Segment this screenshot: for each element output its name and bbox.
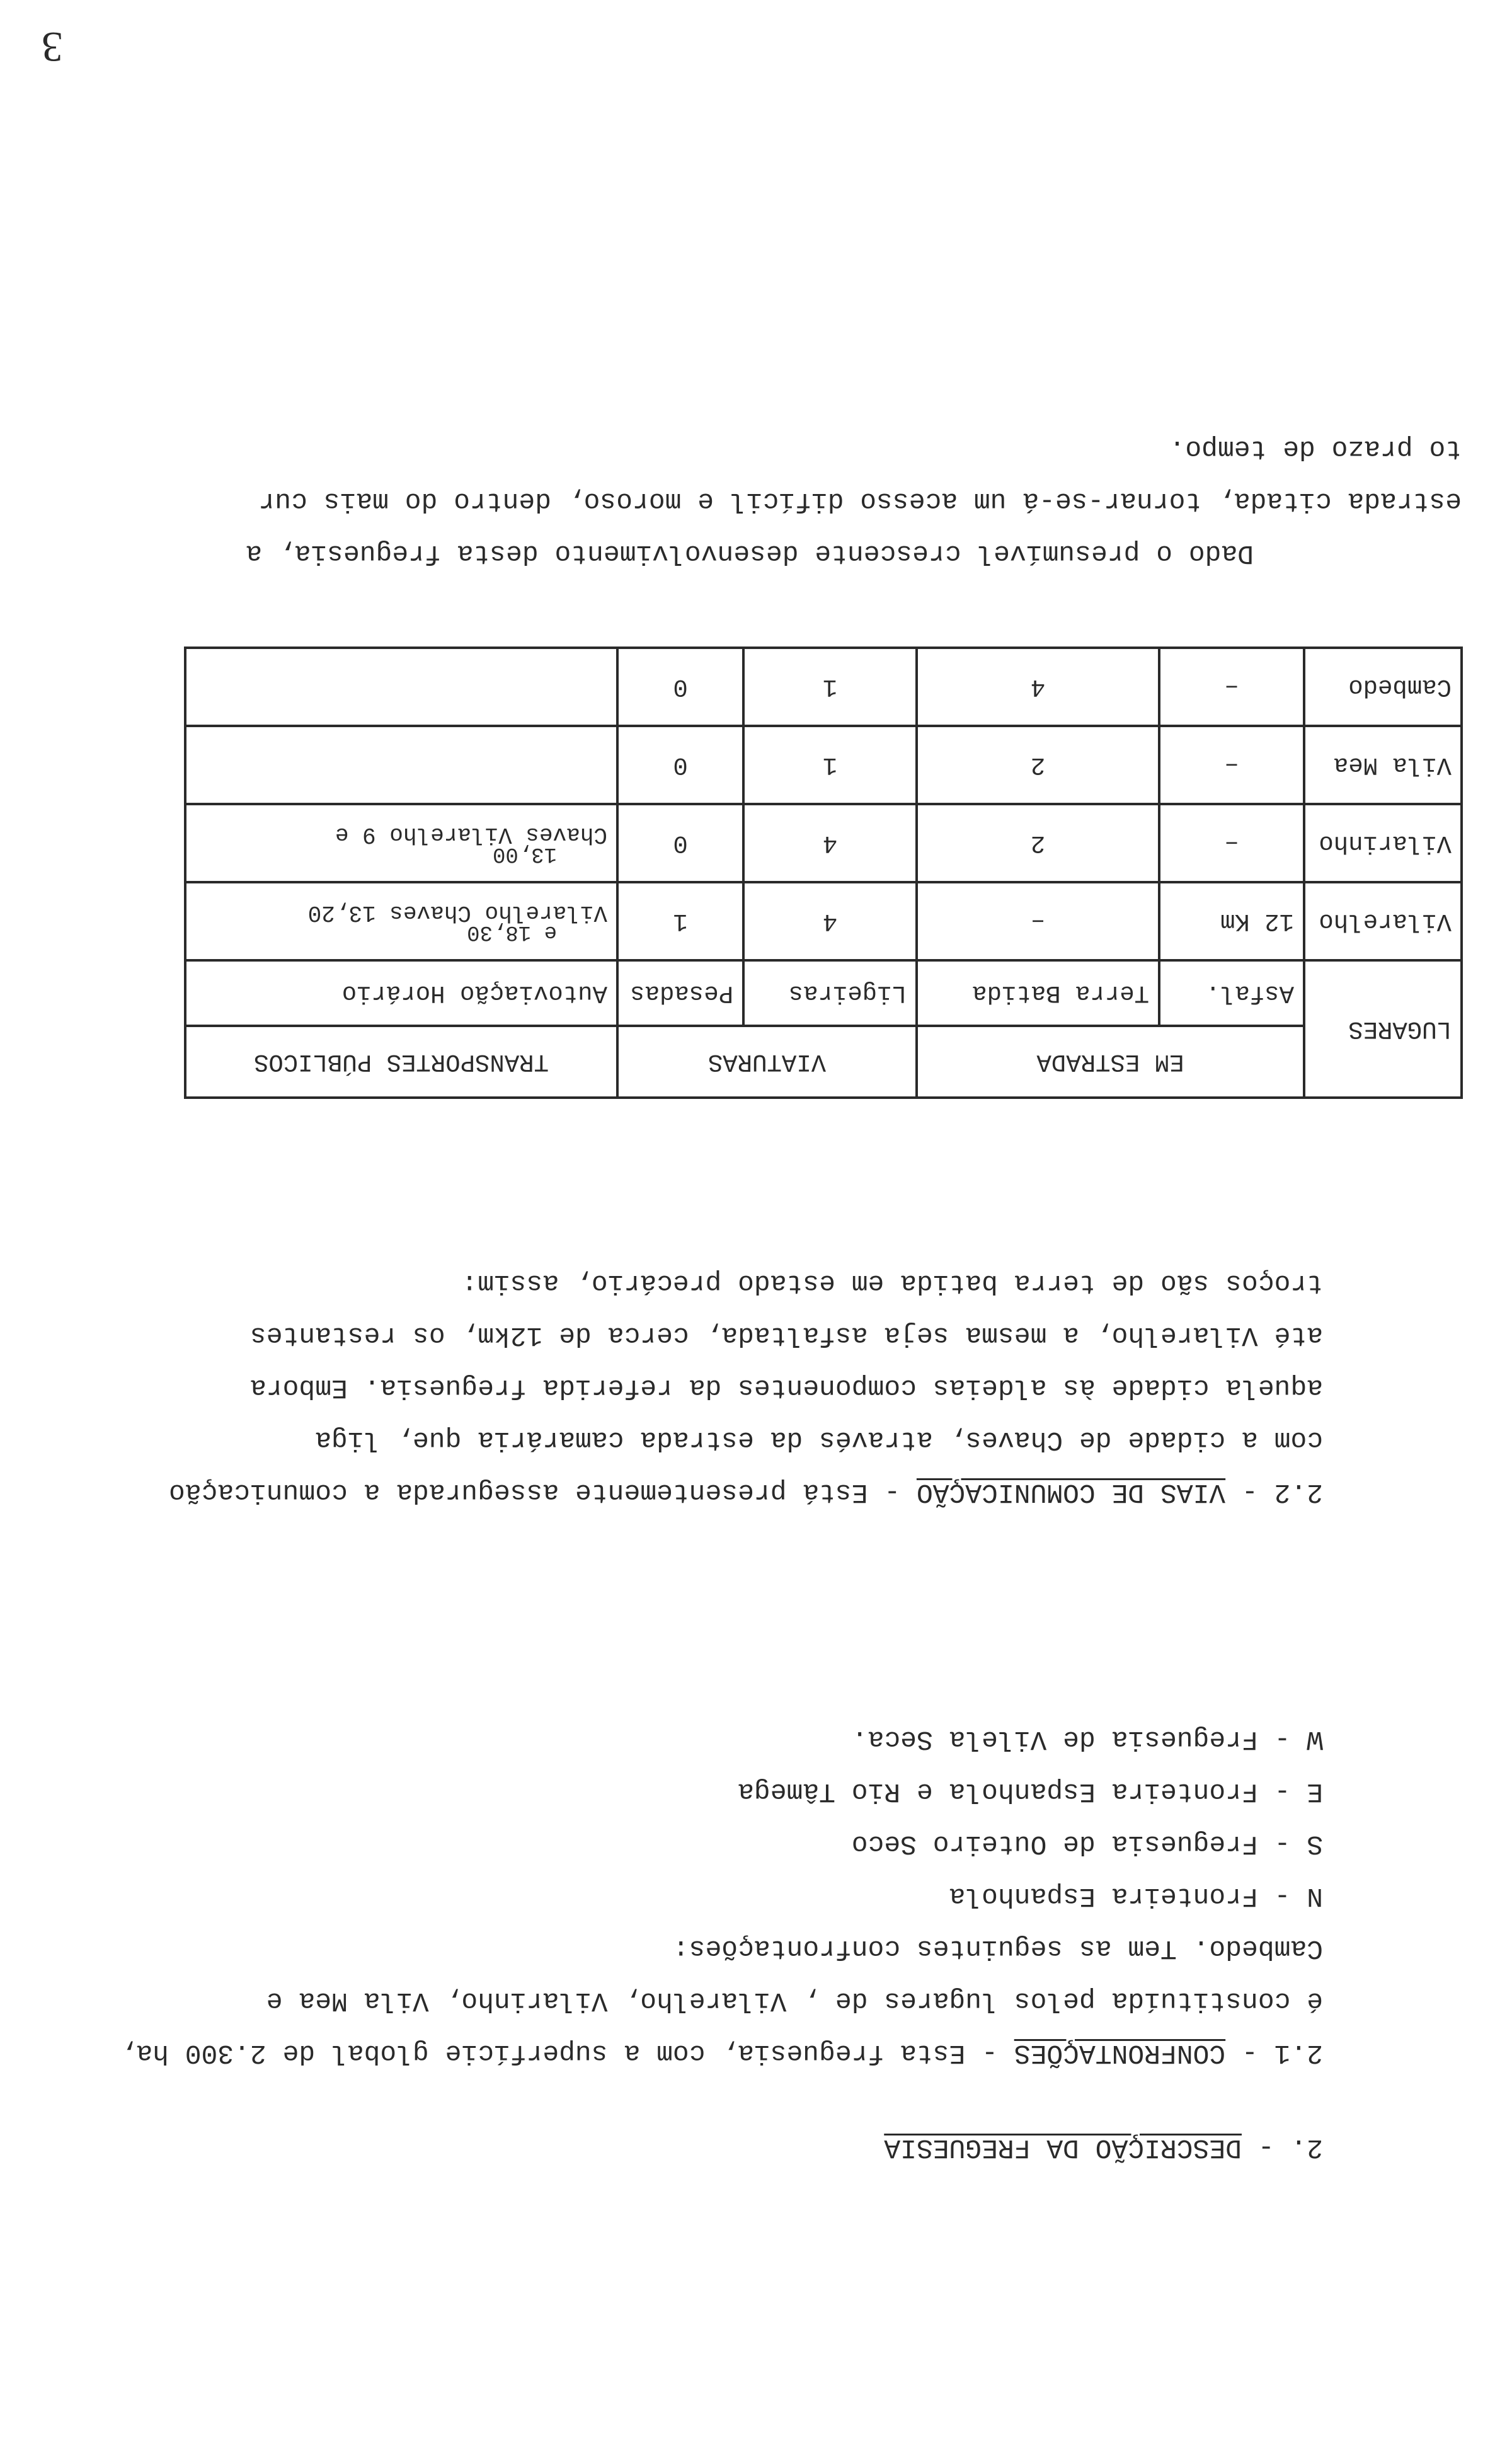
table-row — [185, 648, 1462, 726]
confrontation-north: N - Fronteira Espanhola — [949, 1881, 1323, 1912]
header-em-estrada: EM ESTRADA — [917, 1026, 1304, 1098]
section-number: 2. - — [1241, 2132, 1323, 2163]
cell-terra-batida: 2 — [917, 804, 1159, 882]
section-title: DESCRIÇÃO DA FREGUESIA — [884, 2132, 1242, 2163]
cell-ligeiras: 4 — [743, 804, 917, 882]
paragraph-2-2-title: VIAS DE COMUNICAÇÃO — [916, 1477, 1226, 1508]
closing-line-2: estrada citada, tornar-se-á um acesso difícil e moroso, dentro do mais cur — [258, 486, 1462, 517]
confrontation-east: E - Fronteira Espanhola e Rio Tâmega — [738, 1776, 1323, 1807]
transporte-note: e 18,30 — [467, 920, 557, 944]
cell-pesadas: 0 — [617, 804, 743, 882]
closing-line-3: to prazo de tempo. — [1169, 434, 1462, 464]
subheader-ligeiras: Ligeiras — [743, 960, 917, 1026]
header-lugares: LUGARES — [1304, 960, 1462, 1098]
cell-lugar: Cambedo — [1304, 648, 1462, 726]
cell-terra-batida: 4 — [917, 648, 1159, 726]
table-row — [185, 726, 1462, 804]
transporte-text: Vilarelho Chaves 13,20 — [307, 900, 607, 926]
paragraph-2-1-line-2: é constituída pelos lugares de , Vilarelho, Vilarinho, Vila Mea e — [266, 1986, 1323, 2016]
cell-ligeiras: 4 — [743, 882, 917, 960]
section-heading — [884, 2131, 1323, 2164]
paragraph-2-2-line-4: até Vilarelho, a mesma seja asfaltada, cerca de 12km, os restantes — [249, 1320, 1323, 1351]
subheader-asfal: Asfal. — [1159, 960, 1304, 1026]
transporte-text: Chaves Vilarelho 9 e — [335, 822, 607, 848]
transport-table — [184, 647, 1463, 1099]
subheader-pesadas: Pesadas — [617, 960, 743, 1026]
cell-terra-batida: 2 — [917, 726, 1159, 804]
table-row — [185, 882, 1462, 960]
cell-lugar: Vila Mea — [1304, 726, 1462, 804]
page-number: 3 — [42, 23, 63, 71]
cell-asfal: – — [1159, 804, 1304, 882]
confrontation-west: W - Freguesia de Vilela Seca. — [851, 1724, 1323, 1755]
paragraph-2-1-number: 2.1 - — [1225, 2038, 1323, 2069]
cell-pesadas: 0 — [617, 648, 743, 726]
paragraph-2-2-line-2: com a cidade de Chaves, através da estrada camarária que, liga — [315, 1425, 1323, 1456]
paragraph-2-2-line-3: aquela cidade às aldeias componentes da referida freguesia. Embora — [249, 1372, 1323, 1403]
paragraph-2-2-text: - Está presentemente assegurada a comunicação — [168, 1477, 917, 1508]
header-viaturas: VIATURAS — [617, 1026, 917, 1098]
cell-lugar: Vilarinho — [1304, 804, 1462, 882]
closing-line-1: Dado o presumível crescente desenvolvimento desta freguesia, a — [246, 538, 1254, 569]
cell-pesadas: 0 — [617, 726, 743, 804]
confrontation-south: S - Freguesia de Outeiro Seco — [851, 1829, 1323, 1859]
cell-transporte — [185, 648, 617, 726]
table-row — [185, 804, 1462, 882]
paragraph-2-1-text: - Esta freguesia, com a superfície global de 2.300 ha, — [120, 2038, 1014, 2069]
cell-lugar: Vilarelho — [1304, 882, 1462, 960]
transporte-note: 13,00 — [492, 842, 557, 866]
paragraph-2-1-line-3: Cambedo. Tem as seguintes confrontações: — [672, 1933, 1323, 1964]
cell-asfal: 12 Km — [1159, 882, 1304, 960]
cell-ligeiras: 1 — [743, 726, 917, 804]
cell-transporte — [185, 882, 617, 960]
cell-transporte — [185, 726, 617, 804]
subheader-autoviacao-horario: Autoviação Horário — [185, 960, 617, 1026]
paragraph-2-2-line-1 — [169, 1476, 1323, 1509]
cell-asfal: – — [1159, 648, 1304, 726]
paragraph-2-1-title: CONFRONTAÇÕES — [1014, 2038, 1226, 2069]
subheader-terra-batida: Terra Batida — [917, 960, 1159, 1026]
cell-asfal: – — [1159, 726, 1304, 804]
cell-pesadas: 1 — [617, 882, 743, 960]
paragraph-2-1-line-1 — [120, 2037, 1323, 2069]
cell-terra-batida: – — [917, 882, 1159, 960]
cell-transporte — [185, 804, 617, 882]
paragraph-2-2-line-5: troços são de terra batida em estado precário, assim: — [461, 1268, 1323, 1299]
header-transportes-publicos: TRANSPORTES PÚBLICOS — [185, 1026, 617, 1098]
cell-ligeiras: 1 — [743, 648, 917, 726]
paragraph-2-2-number: 2.2 - — [1225, 1477, 1323, 1508]
